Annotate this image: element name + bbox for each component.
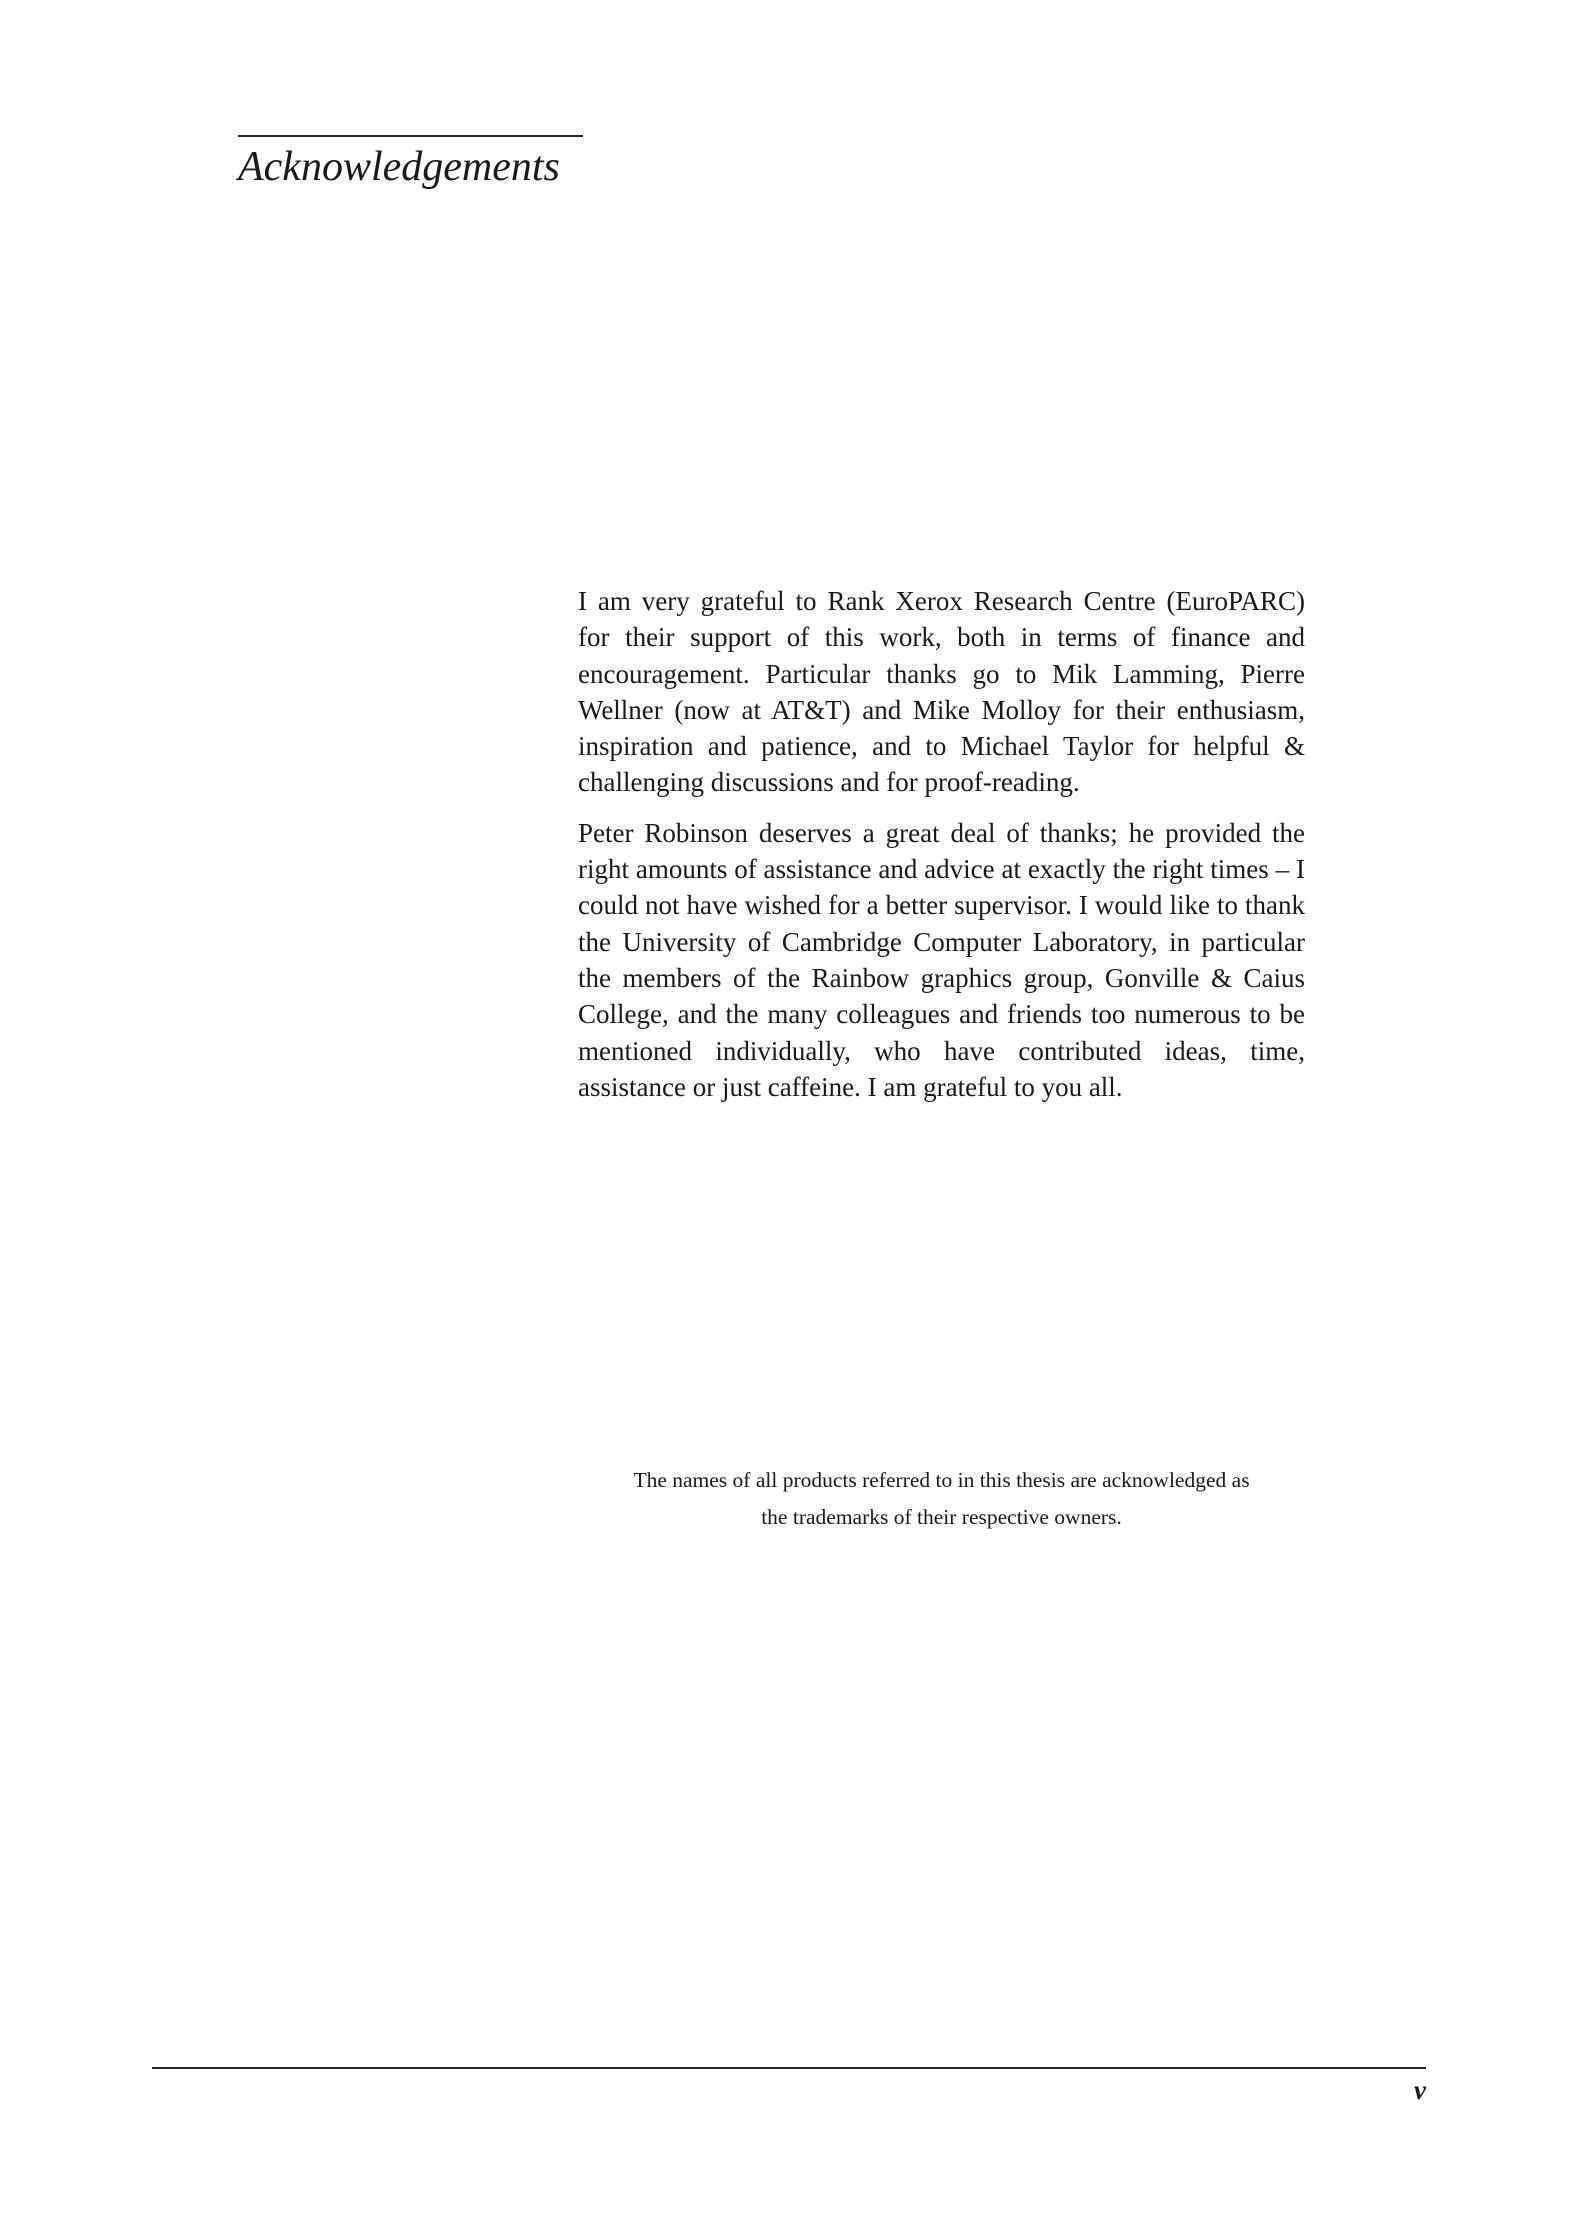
acknowledgements-body [578,583,1305,1105]
trademark-note [578,1462,1305,1536]
page-number: v [1414,2075,1426,2105]
title-rule [238,135,583,137]
trademark-note-line-2: the trademarks of their respective owners. [761,1505,1122,1529]
paragraph-2: Peter Robinson deserves a great deal of thanks; he provided the right amounts of assistance and advice at exactly the right times – I could not have wished for a better supervisor. I would like to thank the University of Cambridge Computer Laboratory, in particular the members of the Rainbow graphics group, Gonville & Caius College, and the many colleagues and friends too numerous to be mentioned individually, who have contributed ideas, time, assistance or just caffeine. I am grateful to you all. [578,817,1305,1102]
footer-rule [152,2067,1426,2069]
paragraph-1: I am very grateful to Rank Xerox Research Centre (EuroPARC) for their support of this work, both in terms of finance and encouragement. Particular thanks go to Mik Lamming, Pierre Wellner (now at AT&T) and Mike Molloy for their enthusiasm, inspiration and patience, and to Michael Taylor for helpful & challenging discussions and for proof-reading. [578,586,1305,798]
chapter-title: Acknowledgements [238,144,560,190]
trademark-note-line-1: The names of all products referred to in this thesis are acknowledged as [633,1468,1250,1492]
